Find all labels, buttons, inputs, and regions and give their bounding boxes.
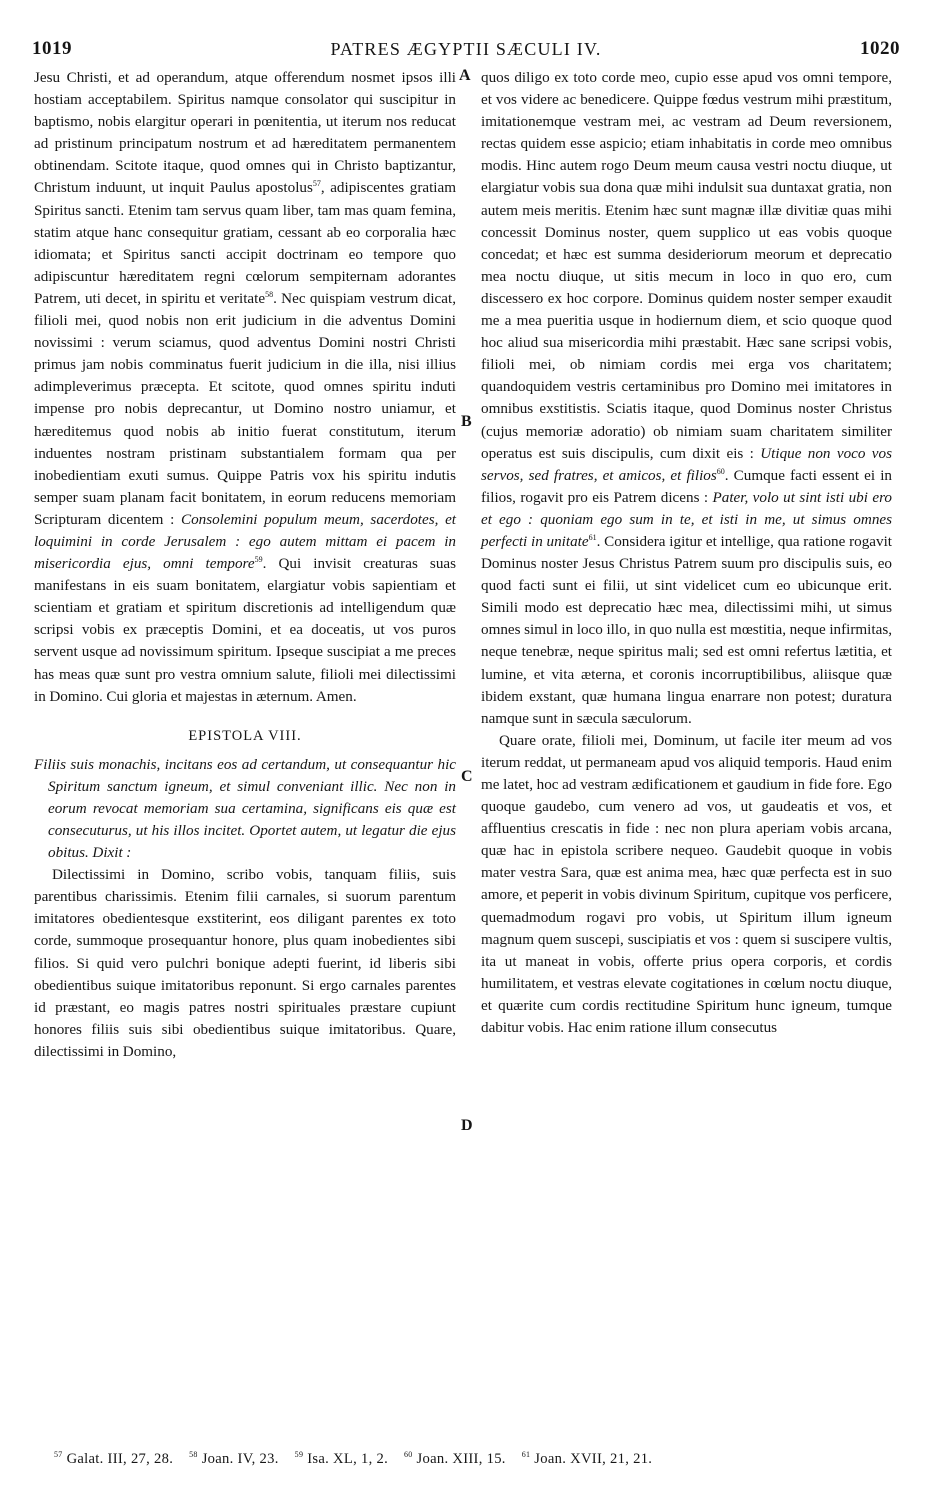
footnote-60: $^{60}$ Joan. XIII, 15.	[403, 1450, 506, 1467]
footnote-ref-61: 61	[588, 532, 597, 542]
page-number-left: 1019	[32, 38, 72, 59]
margin-letter-a: A	[459, 67, 471, 84]
right-paragraph-1: quos diligo ex toto corde meo, cupio esse apud vos omni tempore, et vos videre ac benedicere. Quippe fœdus vestrum mihi præstitum, imitationemque vestram mei, ac vestram ad Deum reversionem, rectas quidem esse aspicio; etiam inhabitatis in corde meo omnibus modis. Hinc autem rogo Deum meum causa vestri noctu diuque, ut elargiatur vobis sua dona quæ mihi indulsit sua duntaxat gratia, non autem meis meritis. Etenim hæc sunt magnæ illæ divitiæ quas mihi concessit Dominus noster, quem supplico ut eas vobis quoque concedat; et hæc est summa desideriorum meorum et deprecatio mea noctu diuque, ut sitis mecum in loco in quo ero, cum discessero ex hoc corpore. Dominus quidem noster semper exaudit me a mea pueritia usque in hodiernum diem, et scio quoque quod hoc aliud sua misericordia mihi præstabit. Hæc sane scripsi vobis, filioli mei, ob nimiam cordis mei erga vos charitatem; quandoquidem vestris certaminibus pro Domino mei imitatores in omnibus exstitistis. Sciatis itaque, quod Dominus noster Christus (cujus memoriæ adoratio) ob nimiam suam charitatem similiter operatus est suis discipulis, cum dixit eis : Utique non voco vos servos, sed fratres, et amicos, et filios$^{60}$. Cumque facti essent ei in filios, rogavit pro eis Patrem dicens : Pater, volo ut sint isti ubi ero et ego : quoniam ego sum in te, et isti in me, ut simus omnes perfecti in unitate$^{61}$. Considera igitur et intellige, qua ratione rogavit Dominus noster Jesus Christus Patrem suum pro discipulis suis, eo quod facti sunt ei filii, ut sint videlicet cum eo ubicunque erit. Simili modo est deprecatio hæc mea, dilectissimi mihi, ut simus omnes simul in loco illo, in quo nulla est mœstitia, neque infirmitas, neque tenebræ, neque spiritus mali; sed est omni refertus lætitia, et lumine, et vita æterna, et coronis incorruptibilibus, aliisque quæ ibidem exstant, quæ humana lingua enarrare non potest; duratura namque sunt in sæcula sæculorum.	[481, 69, 892, 727]
margin-letter-d: D	[461, 1117, 473, 1134]
right-paragraph-2: Quare orate, filioli mei, Dominum, ut facile iter meum ad vos iterum reddat, ut permaneam apud vos aliquid temporis. Haud enim me latet, hoc ad vestram ædificationem et gaudium in fide fore. Ego quoque gaudebo, cum venero ad vos, ut gaudeatis et vos, et affluentius crescatis in fide : nec non plura aperiam vobis arcana, quæ hac in epistola scribere nequeo. Gaudebit quoque in vobis mater vestra Sara, quæ est anima mea, hæc quæ perfecta est in suo amore, et peperit in vobis divinum Spiritum, cupitque vos perficere, quemadmodum rogavi pro vobis, ut Spiritum illum igneum magnum quem suscepi, suscipiatis et vos : quem si suscipere vultis, ita ut maneat in vobis, offerte prius opera corporis, et cordis humilitatem, et vestras elevate cogitationes in cœlum noctu diuque, et quærite cum cordis rectitudine Spiritum hunc igneum, tumque dabitur vobis. Hac enim ratione illum consecutus	[481, 731, 892, 1037]
running-header	[30, 38, 902, 64]
right-column	[481, 67, 892, 1039]
footnote-57: $^{57}$ Galat. III, 27, 28.	[54, 1450, 174, 1467]
left-column	[34, 67, 456, 1063]
margin-letter-b: B	[461, 413, 472, 430]
epistola-heading: EPISTOLA VIII.	[188, 727, 302, 744]
running-title: PATRES ÆGYPTII SÆCULI IV.	[330, 39, 602, 59]
left-paragraph-1: Jesu Christi, et ad operandum, atque offerendum nosmet ipsos illi hostiam acceptabilem. Spiritus namque consolator qui suscipitur in baptismo, nobis elargitur operari in pœnitentia, ut iterum nos reducat ad pristinum principatum nostrum et ad hæreditatem permanentem obtinendam. Scitote itaque, quod omnes qui in Christo baptizantur, Christum induunt, ut inquit Paulus apostolus$^{57}$, adipiscentes gratiam Spiritus sancti. Etenim tam servus quam liber, tam mas quam femina, statim atque hanc consequitur gratiam, cessant ab eo corporalia hæc idiomata; et Spiritus sancti accipit doctrinam eo tempore quo adipiscuntur hæreditatem regni cœlorum sempiternam adorantes Patrem, uti decet, in spiritu et veritate$^{58}$. Nec quispiam vestrum dicat, filioli mei, quod nobis non erit judicium in die adventus Domini novissimi : verum sciamus, quod adventus Domini nostri Christi primus jam nobis comminatus fuerit judicium in die illa, nisi illius adimpleverimus præcepta. Et scitote, quod omnes spiritu induti impense pro nobis deprecantur, ut Domino nostro uniamur, et hæreditemus quod nobis ab initio fuerat constitutum, iterum induentes nostram pristinam substantialem formam qua per inobedientiam exuti sumus. Quippe Patris vox his spiritu indutis semper suam planam facit bonitatem, in eorum reducens memoriam Scripturam dicentem : Consolemini populum meum, sacerdotes, et loquimini in corde Jerusalem : ego autem mittam ei pacem in misericordia ejus, omni tempore$^{59}$. Qui invisit creaturas suas manifestans in eis suam bonitatem, elargiatur vobis sapientiam et scientiam et gratiam et spiritum discretionis ad intelligendum quæ scripsi vobis ex præceptis Domini, et ea doceatis, ut vos puros servent usque ad novissimum spiritum. Ipseque suscipiat a me preces has meas quæ sunt pro vestra omnium salute, filioli mei dilectissimi in Domino. Cui gloria et majestas in æternum. Amen.	[34, 69, 456, 705]
footnote-ref-59: 59	[254, 555, 263, 565]
scripture-quote-isaiah: Consolemini populum meum, sacerdotes, et loquimini in corde Jerusalem : ego autem mittam ei pacem in misericordia ejus, omni tempore	[34, 510, 456, 573]
footnote-ref-57: 57	[312, 179, 321, 189]
footnote-ref-58: 58	[265, 289, 274, 299]
margin-letter-c: C	[461, 768, 473, 785]
scripture-quote-john-15: Utique non voco vos servos, sed fratres, et amicos, et filios	[481, 444, 892, 484]
left-paragraph-2: Dilectissimi in Domino, scribo vobis, tanquam filiis, suis parentibus charissimis. Etenim filii carnales, si suorum parentum imitatores obedientesque exstiterint, eos diligant parentes ex toto corde, summoque prosequantur honore, plus quam inobedientes sibi filios. Si quid vero pulchri bonique adepti fuerint, id liberis sibi obedientibus suique imitatoribus reponunt. Si ergo carnales parentes id præstant, eo magis patres nostri spirituales præstare cupiunt honores filiis suis sibi obedientibus suique imitatoribus. Quare, dilectissimi in Domino,	[34, 866, 456, 1060]
footnote-58: $^{58}$ Joan. IV, 23.	[189, 1450, 279, 1467]
footnote-61: $^{61}$ Joan. XVII, 21, 21.	[521, 1450, 653, 1467]
page-number-right: 1020	[860, 38, 900, 59]
scripture-quote-john-17: Pater, volo ut sint isti ubi ero et ego : quoniam ego sum in te, et isti in me, ut simus omnes perfecti in unitate	[481, 488, 892, 550]
footnote-ref-60: 60	[716, 466, 725, 476]
epistola-summary: Filiis suis monachis, incitans eos ad certandum, ut consequantur hic Spiritum sanctum igneum, et simul conveniant illic. Nec non in eorum revocat memoriam sua certamina, significans eis quæ est consecuturus, ut his illos incitet. Oportet autem, ut legatur die ejus obitus. Dixit :	[34, 755, 456, 862]
footnotes	[54, 1450, 894, 1468]
footnote-59: $^{59}$ Isa. XL, 1, 2.	[294, 1450, 389, 1467]
